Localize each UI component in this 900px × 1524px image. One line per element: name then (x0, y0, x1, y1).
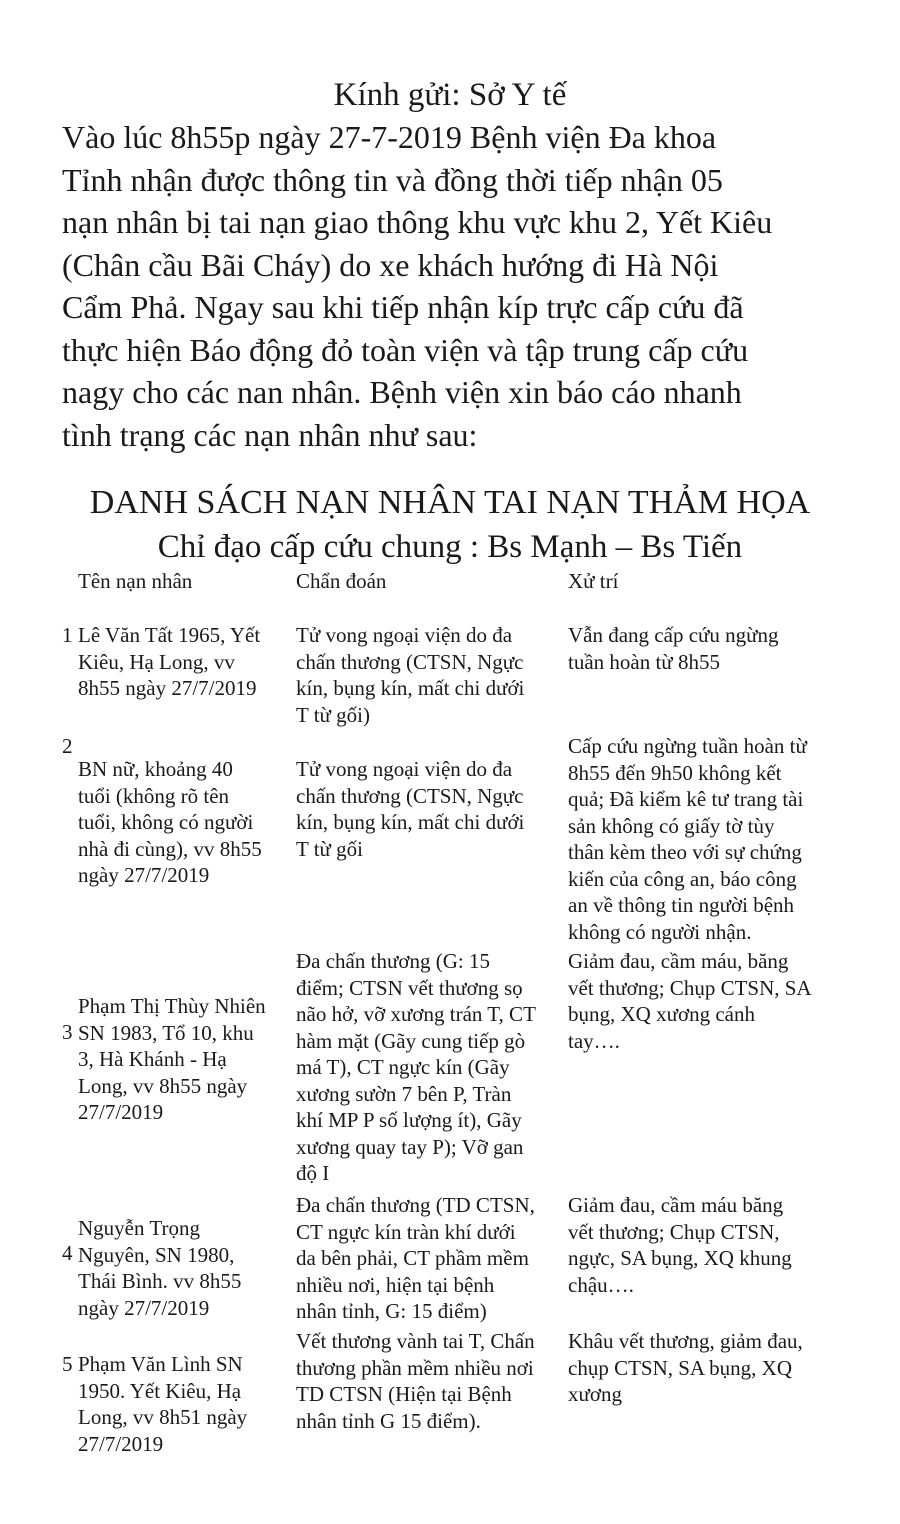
column-header-treatment: Xử trí (568, 569, 619, 593)
row-number: 3 (62, 1020, 73, 1044)
text-line: Đa chấn thương (TD CTSN, (296, 1193, 535, 1217)
victim-name (78, 993, 288, 1126)
text-line: ngực, SA bụng, XQ khung (568, 1246, 792, 1270)
text-line: tuổi (không rõ tên (78, 783, 230, 808)
treatment (568, 733, 848, 945)
row-number: 2 (62, 734, 73, 758)
row-number: 4 (62, 1241, 73, 1265)
intro-line: (Chân cầu Bãi Cháy) do xe khách hướng đi Hà Nội (62, 246, 719, 283)
text-line: thân kèm theo với sự chứng (568, 840, 802, 864)
text-line: má T), CT ngực kín (Gãy (296, 1055, 510, 1079)
text-line: 8h55 ngày 27/7/2019 (78, 676, 257, 700)
text-line: xương quay tay P); Vỡ gan (296, 1134, 524, 1159)
column-header-name: Tên nạn nhân (78, 569, 193, 593)
row-number: 5 (62, 1352, 73, 1376)
text-line: thương phần mềm nhiều nơi (296, 1355, 534, 1380)
intro-line: nagy cho các nan nhân. Bệnh viện xin báo cáo nhanh (62, 374, 742, 410)
text-line: 27/7/2019 (78, 1431, 164, 1456)
text-line: TD CTSN (Hiện tại Bệnh (296, 1382, 512, 1406)
text-line: bụng, XQ xương cánh (568, 1002, 755, 1026)
text-line: Lê Văn Tất 1965, Yết (78, 623, 261, 647)
text-line: kiến của công an, báo công (568, 866, 797, 891)
text-line: Cấp cứu ngừng tuần hoàn từ (568, 734, 807, 758)
column-header-diagnosis: Chẩn đoán (296, 569, 387, 593)
text-line: T từ gối (296, 836, 363, 861)
text-line: Long, vv 8h55 ngày (78, 1073, 248, 1098)
victim-name (78, 1215, 288, 1321)
text-line: kín, bụng kín, mất chi dưới (296, 676, 525, 700)
text-line: tuần hoàn từ 8h55 (568, 649, 720, 674)
intro-paragraph (62, 116, 852, 456)
intro-line: Vào lúc 8h55p ngày 27-7-2019 Bệnh viện Đa khoa (62, 119, 717, 155)
text-line: không có người nhận. (568, 919, 752, 944)
text-line: CT ngực kín tràn khí dưới (296, 1219, 516, 1244)
text-line: Nguyên, SN 1980, (78, 1242, 235, 1267)
text-line: ngày 27/7/2019 (78, 1295, 210, 1320)
text-line: chấn thương (CTSN, Ngực (296, 783, 524, 808)
text-line: vết thương; Chụp CTSN, SA (568, 975, 812, 1000)
text-line: vết thương; Chụp CTSN, (568, 1219, 780, 1244)
text-line: tay…. (568, 1028, 620, 1053)
diagnosis (296, 622, 561, 728)
text-line: Đa chấn thương (G: 15 (296, 949, 490, 973)
row-number: 1 (62, 623, 73, 647)
text-line: điểm; CTSN vết thương sọ (296, 975, 523, 1000)
text-line: kín, bụng kín, mất chi dưới (296, 810, 525, 834)
text-line: Phạm Văn Lình SN (78, 1352, 243, 1376)
text-line: Tử vong ngoại viện do đa (296, 757, 513, 781)
text-line: da bên phải, CT phầm mềm (296, 1246, 529, 1270)
text-line: sản không có giấy tờ tùy (568, 813, 775, 838)
text-line: Vết thương vành tai T, Chấn (296, 1329, 535, 1353)
text-line: Thái Bình. vv 8h55 (78, 1269, 242, 1293)
text-line: ngày 27/7/2019 (78, 863, 210, 887)
text-line: Giảm đau, cầm máu băng (568, 1193, 784, 1217)
text-line: SN 1983, Tổ 10, khu (78, 1020, 254, 1045)
text-line: khí MP P số lượng ít), Gãy (296, 1108, 522, 1132)
text-line: an về thông tin người bệnh (568, 893, 795, 917)
treatment (568, 622, 848, 675)
text-line: não hở, vỡ xương trán T, CT (296, 1002, 536, 1026)
text-line: 27/7/2019 (78, 1100, 164, 1124)
victim-name (78, 756, 288, 889)
salutation: Kính gửi: Sở Y tế (333, 77, 567, 113)
text-line: chấn thương (CTSN, Ngực (296, 649, 524, 674)
treatment (568, 1192, 848, 1298)
treatment (568, 948, 848, 1054)
text-line: Vẫn đang cấp cứu ngừng (568, 623, 779, 647)
diagnosis (296, 1192, 561, 1325)
text-line: 1950. Yết Kiêu, Hạ (78, 1378, 242, 1403)
text-line: xương sườn 7 bên P, Tràn (296, 1081, 512, 1106)
text-line: 8h55 đến 9h50 không kết (568, 760, 782, 785)
text-line: Kiêu, Hạ Long, vv (78, 649, 235, 674)
text-line: Tử vong ngoại viện do đa (296, 623, 513, 647)
victim-name (78, 622, 288, 702)
list-title: DANH SÁCH NẠN NHÂN TAI NẠN THẢM HỌA (89, 484, 811, 521)
text-line: chậu…. (568, 1272, 634, 1297)
text-line: Giảm đau, cầm máu, băng (568, 949, 789, 973)
text-line: Long, vv 8h51 ngày (78, 1405, 248, 1429)
intro-line: thực hiện Báo động đỏ toàn viện và tập trung cấp cứu (62, 331, 749, 368)
text-line: hàm mặt (Gãy cung tiếp gò (296, 1028, 526, 1053)
text-line: Phạm Thị Thùy Nhiên (78, 994, 266, 1018)
intro-line: Cẩm Phả. Ngay sau khi tiếp nhận kíp trực cấp cứu đã (62, 289, 744, 325)
list-subtitle: Chỉ đạo cấp cứu chung : Bs Mạnh – Bs Tiến (157, 529, 743, 565)
text-line: độ I (296, 1161, 330, 1185)
text-line: tuổi, không có người (78, 810, 254, 834)
text-line: xương (568, 1382, 622, 1406)
text-line: nhân tỉnh, G: 15 điểm) (296, 1299, 487, 1323)
text-line: BN nữ, khoảng 40 (78, 757, 233, 781)
text-line: quả; Đã kiểm kê tư trang tài (568, 787, 804, 811)
text-line: T từ gối) (296, 702, 370, 727)
text-line: chụp CTSN, SA bụng, XQ (568, 1355, 793, 1380)
diagnosis (296, 1328, 561, 1434)
text-line: nhà đi cùng), vv 8h55 (78, 836, 262, 861)
treatment (568, 1328, 848, 1408)
intro-line: nạn nhân bị tai nạn giao thông khu vực khu 2, Yết Kiêu (62, 204, 773, 240)
diagnosis (296, 756, 561, 862)
text-line: Khâu vết thương, giảm đau, (568, 1329, 803, 1353)
text-line: 3, Hà Khánh - Hạ (78, 1047, 227, 1071)
diagnosis (296, 948, 561, 1187)
victim-name (78, 1351, 288, 1457)
intro-line: tình trạng các nạn nhân như sau: (62, 416, 478, 453)
intro-line: Tỉnh nhận được thông tin và đồng thời tiếp nhận 05 (62, 161, 723, 198)
text-line: Nguyễn Trọng (78, 1216, 200, 1240)
text-line: nhân tỉnh G 15 điểm). (296, 1408, 481, 1433)
text-line: nhiều nơi, hiện tại bệnh (296, 1272, 495, 1297)
